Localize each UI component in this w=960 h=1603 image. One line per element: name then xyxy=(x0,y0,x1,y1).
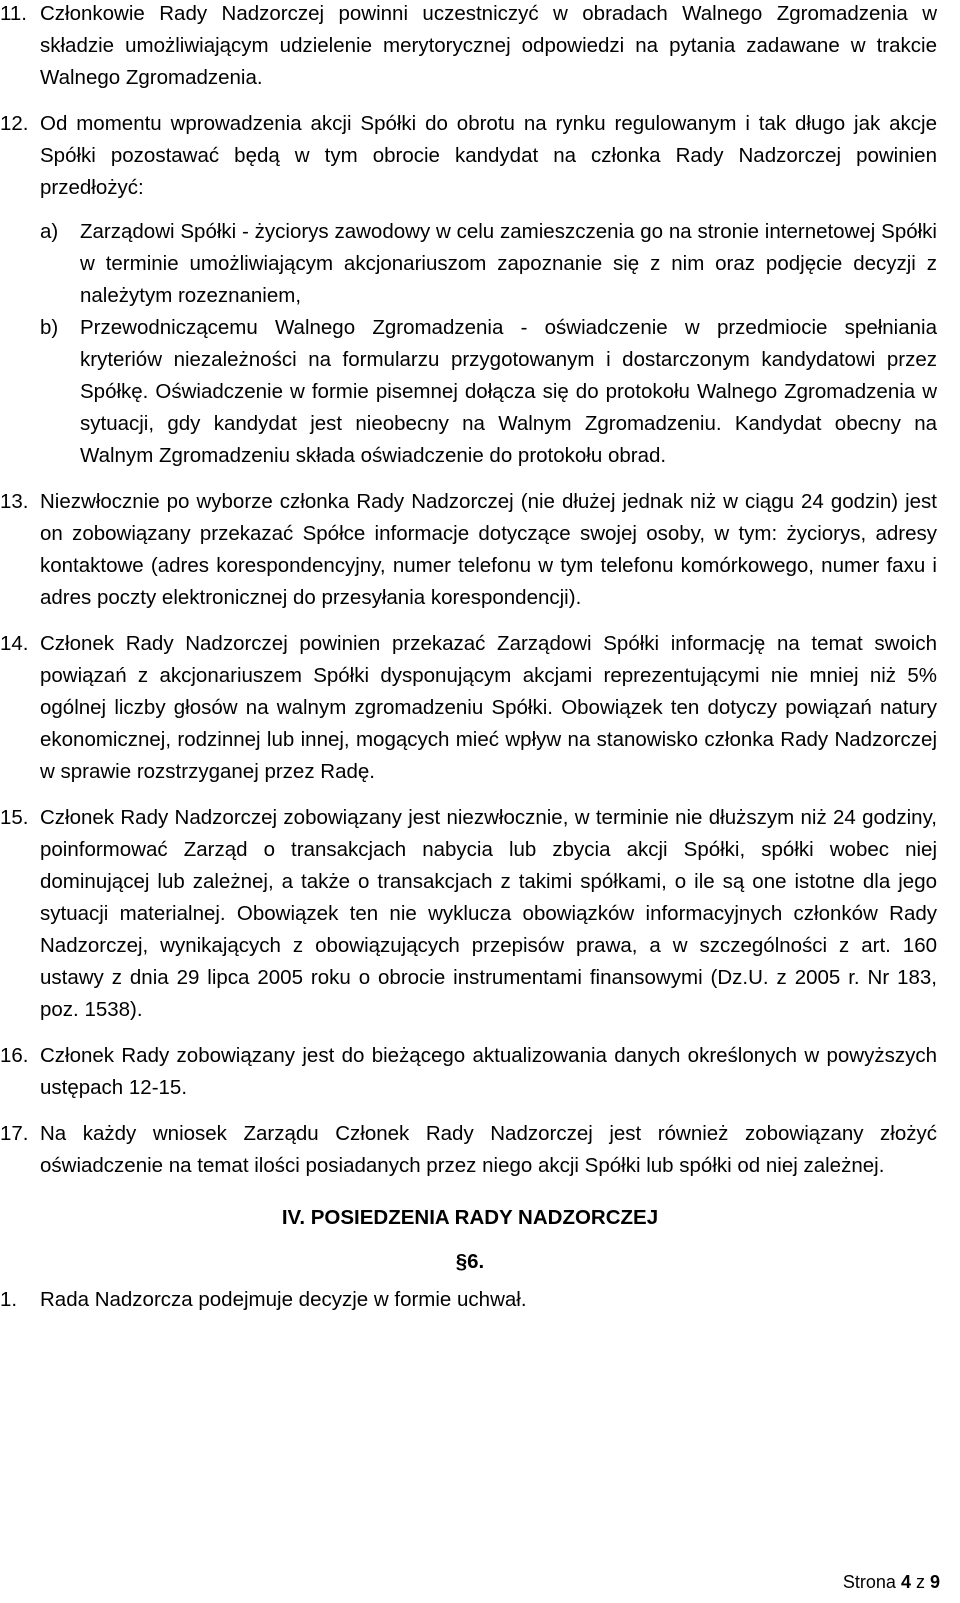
item-number: 11. xyxy=(0,2,27,25)
section-heading: IV. POSIEDZENIA RADY NADZORCZEJ xyxy=(281,1206,659,1229)
item-text: Na każdy wniosek Zarządu Członek Rady Nadzorczej jest również zobowiązany złożyć oświadczenie na temat ilości posiadanych przez niego akcji Spółki lub spółki od niej zależnej. xyxy=(40,1122,937,1177)
paragraph-number: 6. xyxy=(467,1250,485,1273)
sub-item-text: Przewodniczącemu Walnego Zgromadzenia - oświadczenie w przedmiocie spełniania kryteriów niezależności na formularzu przygotowanym i dostarczonym kandydatowi przez Spółkę. Oświadczenie w formie pisemnej dołącza się do protokołu Walnego Zgromadzenia w sytuacji, gdy kandydat jest nieobecny na Walnym Zgromadzeniu. Kandydat obecny na Walnym Zgromadzeniu składa oświadczenie do protokołu obrad. xyxy=(80,316,937,467)
footer-label: Strona xyxy=(842,1572,896,1592)
sub-list xyxy=(40,216,937,472)
list-item-17 xyxy=(0,1118,937,1182)
item-text: Członkowie Rady Nadzorczej powinni uczestniczyć w obradach Walnego Zgromadzenia w składzie umożliwiającym udzielenie merytorycznej odpowiedzi na pytania zadawane w trakcie Walnego Zgromadzenia. xyxy=(40,2,937,89)
list-item-15 xyxy=(0,802,937,1026)
list-item-11 xyxy=(0,0,937,94)
item-text: Od momentu wprowadzenia akcji Spółki do obrotu na rynku regulowanym i tak długo jak akcje Spółki pozostawać będą w tym obrocie kandydat na członka Rady Nadzorczej powinien przedłożyć: xyxy=(40,112,937,199)
page-footer xyxy=(843,1571,940,1593)
list-item-13 xyxy=(0,486,937,614)
sub-item-text: Zarządowi Spółki - życiorys zawodowy w celu zamieszczenia go na stronie internetowej Spółki w terminie umożliwiającym akcjonariuszom zapoznanie się z nim oraz podjęcie decyzji z należytym rozeznaniem, xyxy=(80,220,937,307)
footer-page-number: 4 xyxy=(900,1572,911,1592)
item-number: 12. xyxy=(0,112,29,135)
list-item-14 xyxy=(0,628,937,788)
list-item-16 xyxy=(0,1040,937,1104)
sub-item-b xyxy=(40,312,937,472)
item-number: 17. xyxy=(0,1122,29,1145)
list-item-12 xyxy=(0,108,937,204)
footer-separator: z xyxy=(915,1572,925,1592)
item-number: 16. xyxy=(0,1044,29,1067)
item-number: 15. xyxy=(0,806,29,829)
item-text: Członek Rady zobowiązany jest do bieżącego aktualizowania danych określonych w powyższych ustępach 12-15. xyxy=(40,1044,937,1099)
section-list-item-1 xyxy=(0,1284,937,1316)
item-text: Członek Rady Nadzorczej powinien przekazać Zarządowi Spółki informację na temat swoich powiązań z akcjonariuszem Spółki dysponującym akcjami reprezentującymi nie mniej niż 5% ogólnej liczby głosów na walnym zgromadzeniu Spółki. Obowiązek ten dotyczy powiązań natury ekonomicznej, rodzinnej lub innej, mogących mieć wpływ na stanowisko członka Rady Nadzorczej w sprawie rozstrzyganej przez Radę. xyxy=(40,632,937,783)
sub-item-letter: a) xyxy=(40,220,59,243)
item-text: Rada Nadzorcza podejmuje decyzje w formie uchwał. xyxy=(40,1288,527,1311)
sub-item-letter: b) xyxy=(40,316,59,339)
item-number: 13. xyxy=(0,490,29,513)
item-text: Członek Rady Nadzorczej zobowiązany jest niezwłocznie, w terminie nie dłuższym niż 24 godziny, poinformować Zarząd o transakcjach nabycia lub zbycia akcji Spółki, spółki wobec niej dominującej lub zależnej, a także o transakcjach z takimi spółkami, o ile są one istotne dla jego sytuacji materialnej. Obowiązek ten nie wyklucza obowiązków informacyjnych członków Rady Nadzorczej, wynikających z obowiązujących przepisów prawa, a w szczególności z art. 160 ustawy z dnia 29 lipca 2005 roku o obrocie instrumentami finansowymi (Dz.U. z 2005 r. Nr 183, poz. 1538). xyxy=(40,806,937,1021)
item-number: 1. xyxy=(0,1288,18,1311)
sub-item-a xyxy=(40,216,937,312)
footer-total-pages: 9 xyxy=(929,1572,940,1592)
item-number: 14. xyxy=(0,632,29,655)
item-text: Niezwłocznie po wyborze członka Rady Nadzorczej (nie dłużej jednak niż w ciągu 24 godzin) jest on zobowiązany przekazać Spółce informacje dotyczące swojej osoby, w tym: życiorys, adresy kontaktowe (adres korespondencyjny, numer telefonu w tym telefonu komórkowego, numer faxu i adres poczty elektronicznej do przesyłania korespondencji). xyxy=(40,490,937,609)
section-paragraph-number: §6. xyxy=(455,1250,485,1273)
